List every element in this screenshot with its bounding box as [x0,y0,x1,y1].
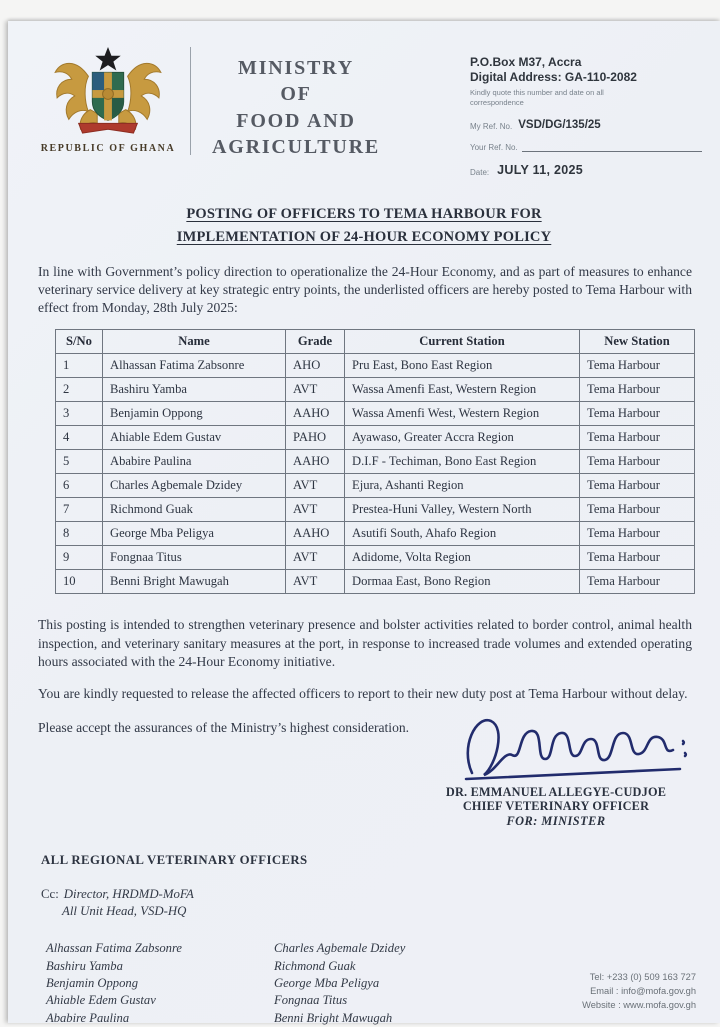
distribution-name: Ababire Paulina [46,1010,130,1025]
distribution-name: Benjamin Oppong [46,976,138,991]
address-block [470,43,702,177]
letterhead-divider [190,47,191,155]
header-new-station: New Station [580,330,695,354]
signature-area [8,719,720,837]
distribution-col-1 [46,940,274,1027]
table-row [56,450,695,474]
posting-table [55,329,695,594]
intro-paragraph: In line with Government’s policy direction to operationalize the 24-Hour Economy, and as part of measures to enhance veterinary service delivery at key strategic entry points, the underlisted officers are hereby posted to Tema Harbour with effect from Monday, 28th July 2025: [38,264,692,316]
para-request: You are kindly requested to release the affected officers to report to their new duty post at Tema Harbour without delay. [38,685,688,701]
cell-grade: AAHO [286,522,345,546]
cell-grade: AHO [286,354,345,378]
distribution-name: Bashiru Yamba [46,958,123,973]
cc-item-text: Director, HRDMD-MoFA [63,886,194,901]
footer-website: Website : www.mofa.gov.gh [582,1000,696,1011]
footer-email: Email : info@mofa.gov.gh [590,986,696,997]
footer-contacts [582,971,696,1013]
signatory-for: FOR: MINISTER [506,814,606,829]
cell-sno: 10 [56,570,103,594]
header-sno: S/No [56,330,103,354]
header-grade: Grade [286,330,345,354]
cell-sno: 8 [56,522,103,546]
table-row [56,522,695,546]
cell-sno: 4 [56,426,103,450]
cell-name: Benjamin Oppong [103,402,286,426]
cc-label: Cc: [41,886,59,901]
cell-grade: PAHO [286,426,345,450]
distribution-name: George Mba Peligya [274,976,380,991]
table-row [56,546,695,570]
cell-name: Bashiru Yamba [103,378,286,402]
cell-name: Richmond Guak [103,498,286,522]
cell-new-station: Tema Harbour [580,426,695,450]
cell-new-station: Tema Harbour [580,378,695,402]
cell-current-station: Asutifi South, Ahafo Region [345,522,580,546]
date-label: Date: [470,168,490,178]
your-ref-row [470,142,702,152]
cell-current-station: Adidome, Volta Region [345,546,580,570]
cell-name: Benni Bright Mawugah [103,570,286,594]
cell-grade: AVT [286,498,345,522]
your-ref-blank-line [522,142,702,152]
cell-name: George Mba Peligya [103,522,286,546]
cell-sno: 6 [56,474,103,498]
my-ref-value: VSD/DG/135/25 [518,119,601,132]
cell-new-station: Tema Harbour [580,522,695,546]
quote-note: Kindly quote this number and date on all correspondence [470,88,604,108]
signature-icon [454,705,694,793]
table-row [56,474,695,498]
footer-tel: Tel: +233 (0) 509 163 727 [589,972,696,983]
ministry-line-2: OF [280,83,312,106]
ministry-title [201,43,391,161]
cell-current-station: Wassa Amenfi East, Western Region [345,378,580,402]
signatory-name: DR. EMMANUEL ALLEGYE-CUDJOE [445,784,667,799]
cell-new-station: Tema Harbour [580,498,695,522]
cell-current-station: Dormaa East, Bono Region [345,570,580,594]
title-line-2: IMPLEMENTATION OF 24-HOUR ECONOMY POLICY [176,228,552,245]
cell-current-station: Pru East, Bono East Region [345,354,580,378]
emblem-caption: REPUBLIC OF GHANA [40,143,176,154]
title-line-1: POSTING OF OFFICERS TO TEMA HARBOUR FOR [186,206,542,223]
table-row [56,570,695,594]
table-row [56,378,695,402]
cell-sno: 2 [56,378,103,402]
signatory-block [406,785,706,829]
distribution-name: Alhassan Fatima Zabsonre [46,941,182,956]
letter-title [8,203,720,248]
distribution-name: Ahiable Edem Gustav [46,993,156,1008]
cell-current-station: Prestea-Huni Valley, Western North [345,498,580,522]
my-ref-label: My Ref. No. [470,122,513,132]
cell-sno: 9 [56,546,103,570]
cell-new-station: Tema Harbour [580,450,695,474]
header-current-station: Current Station [345,330,580,354]
cell-grade: AVT [286,570,345,594]
signatory-title: CHIEF VETERINARY OFFICER [462,799,650,814]
cell-new-station: Tema Harbour [580,474,695,498]
cell-name: Alhassan Fatima Zabsonre [103,354,286,378]
addressee-line: ALL REGIONAL VETERINARY OFFICERS [41,852,308,867]
posting-table-header [56,330,695,354]
cell-new-station: Tema Harbour [580,402,695,426]
my-ref-row [470,119,702,131]
cell-new-station: Tema Harbour [580,570,695,594]
cell-new-station: Tema Harbour [580,546,695,570]
para-assurance: Please accept the assurances of the Ministry’s highest consideration. [38,719,410,735]
letterhead [8,21,720,177]
cell-grade: AAHO [286,402,345,426]
cell-name: Ababire Paulina [103,450,286,474]
cell-grade: AVT [286,474,345,498]
distribution-col-2 [274,940,405,1027]
table-row [56,354,695,378]
coat-of-arms-icon [49,45,167,139]
cc-item-text: All Unit Head, VSD-HQ [62,904,187,918]
date-row [470,163,702,177]
para-purpose: This posting is intended to strengthen veterinary presence and bolster activities related to border control, animal health inspection, and veterinary sanitary measures at the port, in response to increased trade volumes and extended operating hours associated with the 24-Hour Economy initiative. [38,617,692,669]
cell-sno: 1 [56,354,103,378]
ghana-coat-of-arms [38,43,178,154]
ministry-line-1: MINISTRY [238,57,354,79]
your-ref-label: Your Ref. No. [470,143,518,153]
cell-sno: 3 [56,402,103,426]
cell-current-station: D.I.F - Techiman, Bono East Region [345,450,580,474]
distribution-name: Benni Bright Mawugah [274,1010,393,1025]
table-row [56,402,695,426]
cell-name: Charles Agbemale Dzidey [103,474,286,498]
cc-block [41,886,720,921]
table-row [56,426,695,450]
cc-item [62,903,720,920]
cell-grade: AAHO [286,450,345,474]
distribution-name: Fongnaa Titus [274,993,348,1008]
header-name: Name [103,330,286,354]
cell-current-station: Ayawaso, Greater Accra Region [345,426,580,450]
cell-current-station: Ejura, Ashanti Region [345,474,580,498]
distribution-name: Charles Agbemale Dzidey [274,941,406,956]
cell-new-station: Tema Harbour [580,354,695,378]
digital-address: Digital Address: GA-110-2082 [470,70,637,84]
date-value: JULY 11, 2025 [497,163,584,178]
document-page [8,21,720,1023]
table-row [56,498,695,522]
po-box: P.O.Box M37, Accra [470,55,582,69]
cell-grade: AVT [286,546,345,570]
ministry-line-3: FOOD AND [236,109,356,132]
cc-item [41,886,720,903]
cell-name: Fongnaa Titus [103,546,286,570]
header-row [56,330,695,354]
cell-current-station: Wassa Amenfi West, Western Region [345,402,580,426]
cell-grade: AVT [286,378,345,402]
cell-sno: 7 [56,498,103,522]
ministry-line-4: AGRICULTURE [212,136,380,159]
cell-name: Ahiable Edem Gustav [103,426,286,450]
distribution-name: Richmond Guak [274,958,356,973]
cell-sno: 5 [56,450,103,474]
